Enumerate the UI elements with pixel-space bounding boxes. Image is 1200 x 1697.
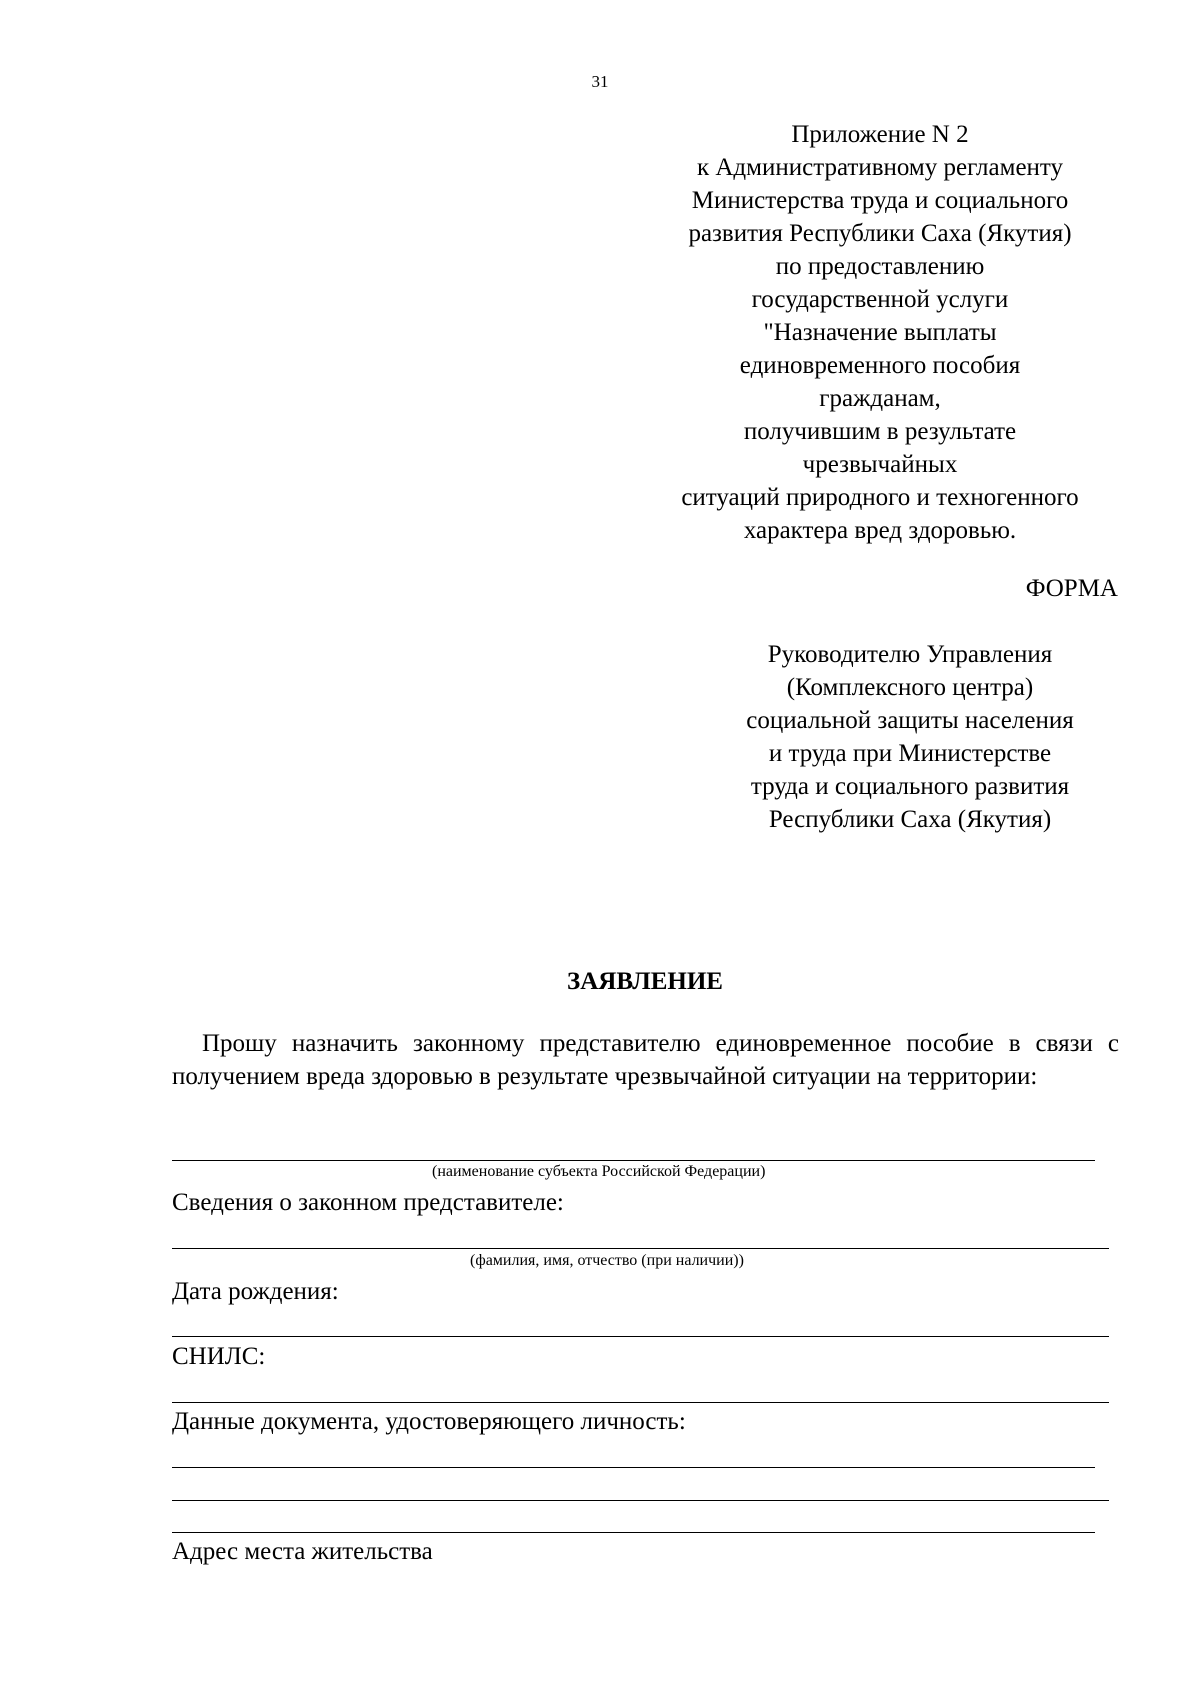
- appendix-line: по предоставлению: [775, 253, 985, 280]
- addressee-line: Руководителю Управления: [767, 641, 1053, 668]
- address-label: Адрес места жительства: [172, 1538, 433, 1565]
- snils-line: [172, 1402, 1109, 1403]
- appendix-line: получившим в результате: [743, 418, 1017, 445]
- appendix-line: ситуаций природного и техногенного: [681, 484, 1079, 511]
- id-document-line-1: [172, 1467, 1095, 1468]
- appendix-line: к Административному регламенту: [696, 154, 1064, 181]
- appendix-line: чрезвычайных: [802, 451, 958, 478]
- territory-line: [172, 1160, 1095, 1161]
- appendix-line: Приложение N 2: [791, 121, 969, 148]
- form-label: ФОРМА: [1025, 575, 1118, 602]
- appendix-line: Министерства труда и социального: [691, 187, 1069, 214]
- birthdate-line: [172, 1336, 1109, 1337]
- appendix-line: развития Республики Саха (Якутия): [688, 220, 1072, 247]
- snils-label: СНИЛС:: [172, 1343, 266, 1370]
- appendix-header: [640, 118, 1120, 547]
- addressee-block: [700, 638, 1120, 836]
- representative-label: Сведения о законном представителе:: [172, 1189, 564, 1216]
- appendix-line: государственной услуги: [751, 286, 1009, 313]
- addressee-line: Республики Саха (Якутия): [768, 806, 1052, 833]
- birthdate-label: Дата рождения:: [172, 1278, 339, 1305]
- addressee-line: и труда при Министерстве: [768, 740, 1052, 767]
- id-document-line-3: [172, 1532, 1095, 1533]
- appendix-line: единовременного пособия: [739, 352, 1021, 379]
- addressee-line: (Комплексного центра): [786, 674, 1034, 701]
- appendix-line: характера вред здоровью.: [743, 517, 1017, 544]
- page-number: 31: [591, 72, 609, 91]
- territory-caption: (наименование субъекта Российской Федерации): [432, 1163, 766, 1180]
- addressee-line: труда и социального развития: [750, 773, 1070, 800]
- fullname-line: [172, 1248, 1109, 1249]
- id-document-line-2: [172, 1500, 1109, 1501]
- fullname-caption: (фамилия, имя, отчество (при наличии)): [470, 1252, 744, 1269]
- addressee-line: социальной защиты населения: [746, 707, 1074, 734]
- id-document-label: Данные документа, удостоверяющего личность:: [172, 1408, 686, 1435]
- request-paragraph: Прошу назначить законному представителю единовременное пособие в связи с получением вреда здоровью в результате чрезвычайной ситуации на территории:: [172, 1030, 1119, 1090]
- appendix-line: "Назначение выплаты: [763, 319, 997, 346]
- document-title: ЗАЯВЛЕНИЕ: [567, 968, 723, 995]
- appendix-line: гражданам,: [819, 385, 941, 412]
